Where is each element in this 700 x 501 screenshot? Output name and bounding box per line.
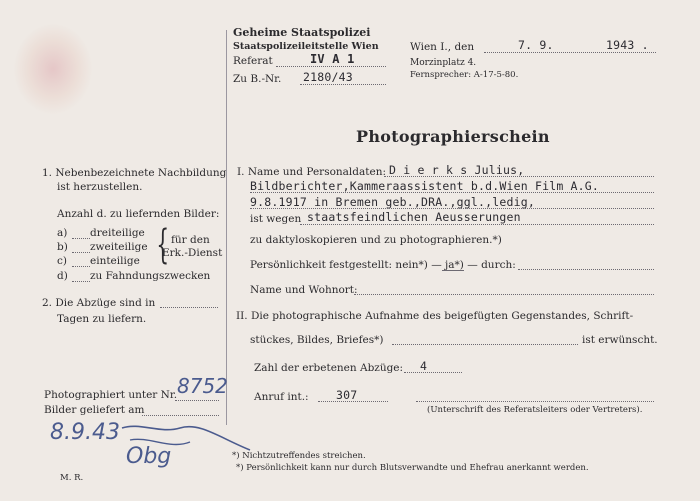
form-title: Photographierschein [356, 127, 550, 146]
office-name: Staatspolizeileitstelle Wien [233, 41, 379, 52]
days-line [160, 307, 218, 308]
date-day: 7. 9. [518, 38, 554, 52]
identity-label: Persönlichkeit festgestellt: nein*) — ja*) — durch: [250, 259, 516, 271]
purpose: zu daktyloskopieren und zu photographieren.*) [250, 234, 502, 246]
brace-symbol: { [156, 222, 170, 268]
count-label: Anzahl d. zu liefernden Bilder: [57, 208, 220, 220]
option-d-letter: d) [57, 270, 68, 282]
option-a-line [72, 238, 90, 239]
option-a-letter: a) [57, 227, 68, 239]
call-line [318, 401, 388, 402]
stain [14, 24, 92, 114]
call-label: Anruf int.: [254, 391, 309, 403]
referat-label: Referat [233, 55, 273, 67]
date-year: 1943 . [606, 38, 649, 52]
typed-line2: Bildberichter,Kammeraassistent b.d.Wien Film A.G. [250, 179, 600, 193]
photographed-number: 8752 [177, 374, 228, 398]
typed-line3: 9.8.1917 in Bremen geb.,DRA.,ggl.,ledig, [250, 195, 535, 209]
brace-line1: für den [171, 234, 210, 246]
name-label: Name und Wohnort: [250, 284, 358, 296]
copies-label: Zahl der erbetenen Abzüge: [254, 362, 404, 374]
column-divider [226, 30, 227, 425]
section2-line2: stückes, Bildes, Briefes*) [250, 334, 384, 346]
option-c-label: einteilige [90, 255, 140, 267]
footnote-1: *) Nichtzutreffendes streichen. [232, 451, 366, 461]
option-a-label: dreiteilige [90, 227, 145, 239]
identity-line [518, 269, 654, 270]
left-item2-line2: Tagen zu liefern. [57, 313, 147, 325]
section1-label: I. Name und Personaldaten: [237, 166, 386, 178]
az-value: 2180/43 [303, 70, 353, 84]
section2-line2-end: ist erwünscht. [582, 334, 658, 346]
delivered-label: Bilder geliefert am [44, 404, 145, 416]
left-item2-line1: 2. Die Abzüge sind in [42, 297, 156, 309]
option-d-line [72, 281, 90, 282]
copies-line [404, 372, 462, 373]
footnote-2: *) Persönlichkeit kann nur durch Blutsverwandte und Ehefrau anerkannt werden. [236, 463, 589, 473]
option-b-letter: b) [57, 241, 68, 253]
option-d-label: zu Fahndungszwecken [90, 270, 211, 282]
delivered-line [142, 415, 219, 416]
wegen-label: ist wegen [250, 213, 302, 225]
call-value: 307 [336, 388, 358, 402]
name-line [354, 294, 654, 295]
initials: M. R. [60, 473, 84, 483]
underline-ja [442, 270, 464, 271]
az-label: Zu B.-Nr. [233, 73, 282, 85]
wegen-line [300, 224, 654, 225]
option-b-line [72, 252, 90, 253]
referat-line [276, 66, 386, 67]
left-item1-line2: ist herzustellen. [57, 181, 143, 193]
wegen-value: staatsfeindlichen Aeusserungen [307, 210, 521, 224]
brace-line2: Erk.-Dienst [162, 247, 223, 259]
referat-value: IV A 1 [310, 52, 355, 66]
section1-line1 [384, 176, 654, 177]
typed-line1: D i e r k s Julius, [389, 163, 525, 177]
option-c-letter: c) [57, 255, 67, 267]
section2-line1: II. Die photographische Aufnahme des beigefügten Gegenstandes, Schrift- [236, 310, 634, 322]
handwritten-signature: Obg [126, 444, 172, 469]
option-b-label: zweiteilige [90, 241, 148, 253]
signature-caption: (Unterschrift des Referatsleiters oder Vertreters). [427, 405, 643, 415]
signature-line [416, 401, 654, 402]
section1-line3 [250, 208, 654, 209]
section1-line2 [250, 192, 654, 193]
phone: Fernsprecher: A-17-5-80. [410, 70, 519, 80]
copies-value: 4 [420, 359, 428, 373]
handwritten-date: 8.9.43 [50, 420, 120, 445]
agency-name: Geheime Staatspolizei [233, 26, 371, 39]
place-label: Wien I., den [410, 41, 475, 53]
photographed-label: Photographiert unter Nr. [44, 389, 178, 401]
section2-line [392, 344, 578, 345]
date-line [484, 52, 656, 53]
option-c-line [72, 266, 90, 267]
left-item1-line1: 1. Nebenbezeichnete Nachbildung [42, 167, 227, 179]
az-line [300, 84, 386, 85]
photographed-line [175, 400, 219, 401]
address: Morzinplatz 4. [410, 58, 477, 68]
